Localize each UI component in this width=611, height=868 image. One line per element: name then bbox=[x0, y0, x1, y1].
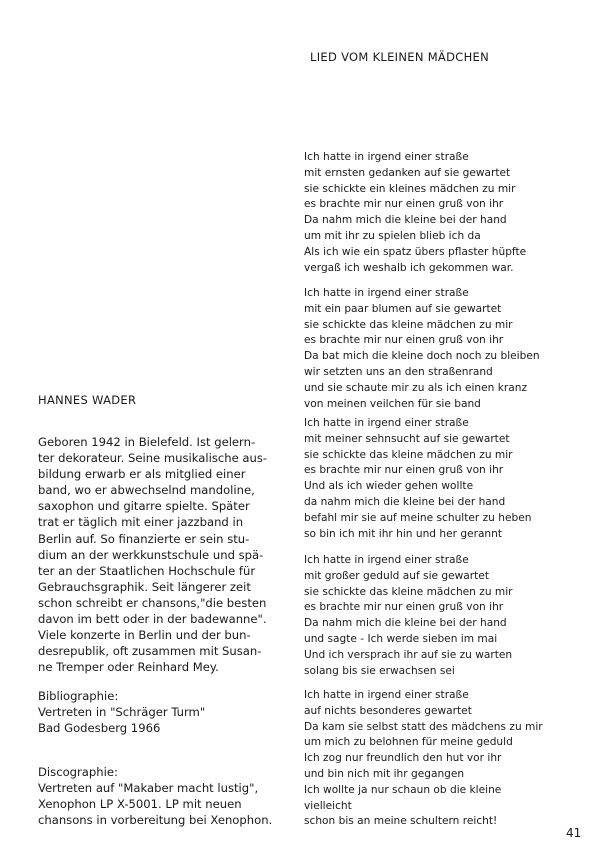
poem-line: sie schickte ein kleines mädchen zu mir bbox=[304, 182, 516, 195]
poem-line: Ich hatte in irgend einer straße bbox=[304, 287, 469, 299]
poem-line: Ich wollte ja nur schaun ob die kleine bbox=[304, 783, 502, 796]
bio-line: schon schreibt er chansons,"die besten bbox=[38, 595, 267, 610]
bio-line: ter dekorateur. Seine musikalische aus- bbox=[38, 451, 268, 466]
poem-line: Und ich versprach ihr auf sie zu warten bbox=[304, 648, 513, 661]
poem-line: wir setzten uns an den straßenrand bbox=[304, 365, 493, 378]
poem-line: vergaß ich weshalb ich gekommen war. bbox=[304, 261, 514, 274]
poem-line: schon bis an meine schultern reicht! bbox=[304, 815, 498, 828]
poem-line: um mit ihr zu spielen blieb ich da bbox=[304, 229, 481, 242]
bio-line: Gebrauchsgraphik. Seit längerer zeit bbox=[38, 579, 251, 594]
bibliography-heading: Bibliographie: bbox=[38, 689, 119, 703]
poem-line: mit meiner sehnsucht auf sie gewartet bbox=[304, 432, 510, 445]
poem-line: Ich zog nur freundlich den hut vor ihr bbox=[304, 752, 502, 765]
bio-line: ne Tremper oder Reinhard Mey. bbox=[38, 660, 219, 675]
bio-line: trat er täglich mit einer jazzband in bbox=[38, 515, 244, 530]
bio-line: desrepublik, oft zusammen mit Susan- bbox=[38, 644, 262, 659]
poem-line: Und als ich wieder gehen wollte bbox=[304, 480, 474, 493]
poem-line: Ich hatte in irgend einer straße bbox=[304, 554, 469, 566]
poem-stanza-1 bbox=[304, 150, 526, 276]
poem-line: und sie schaute mir zu als ich einen kranz bbox=[304, 381, 528, 394]
poem-line: Ich hatte in irgend einer straße bbox=[304, 417, 469, 429]
poem-line: Da kam sie selbst statt des mädchens zu mir bbox=[304, 720, 543, 733]
bio-line: dium an der werkkunstschule und spä- bbox=[38, 547, 264, 562]
poem-line: es brachte mir nur einen gruß von ihr bbox=[304, 198, 504, 211]
poem-stanza-3 bbox=[304, 416, 531, 542]
bio-line: ter an der Staatlichen Hochschule für bbox=[38, 563, 256, 578]
poem-line: sie schickte das kleine mädchen zu mir bbox=[304, 448, 513, 461]
discography-line: Vertreten auf "Makaber macht lustig", bbox=[38, 781, 259, 796]
bibliography-line: Bad Godesberg 1966 bbox=[38, 721, 161, 736]
poem-line: da nahm mich die kleine bei der hand bbox=[304, 495, 506, 508]
discography-line: chansons in vorbereitung bei Xenophon. bbox=[38, 813, 273, 828]
bibliography-line: Vertreten in "Schräger Turm" bbox=[38, 705, 206, 720]
bio-line: Berlin auf. So finanzierte er sein stu- bbox=[38, 531, 250, 546]
poem-line: Als ich wie ein spatz übers pflaster hüpfte bbox=[304, 245, 527, 258]
bio-line: saxophon und gitarre spielte. Später bbox=[38, 499, 250, 514]
poem-stanza-4 bbox=[304, 553, 513, 679]
author-name: HANNES WADER bbox=[38, 393, 137, 407]
poem-line: Da nahm mich die kleine bei der hand bbox=[304, 214, 507, 227]
poem-line: sie schickte das kleine mädchen zu mir bbox=[304, 318, 513, 331]
bio-line: bildung erwarb er als mitglied einer bbox=[38, 467, 246, 482]
poem-line: so bin ich mit ihr hin und her gerannt bbox=[304, 527, 503, 540]
poem-stanza-5 bbox=[304, 688, 543, 830]
poem-line: mit großer geduld auf sie gewartet bbox=[304, 569, 489, 582]
author-bio bbox=[38, 434, 267, 675]
bio-line: davon im bett oder in der badewanne". bbox=[38, 612, 267, 627]
poem-line: mit ernsten gedanken auf sie gewartet bbox=[304, 166, 511, 179]
poem-title: LIED VOM KLEINEN MÄDCHEN bbox=[310, 50, 489, 64]
bio-line: Geboren 1942 in Bielefeld. Ist gelern- bbox=[38, 435, 256, 449]
poem-line: um mich zu belohnen für meine geduld bbox=[304, 736, 513, 749]
page-number: 41 bbox=[566, 826, 582, 840]
poem-line: und bin nich mit ihr gegangen bbox=[304, 767, 465, 780]
poem-line: vielleicht bbox=[304, 799, 352, 812]
poem-line: Ich hatte in irgend einer straße bbox=[304, 689, 469, 701]
poem-line: mit ein paar blumen auf sie gewartet bbox=[304, 302, 502, 315]
poem-line: es brachte mir nur einen gruß von ihr bbox=[304, 334, 504, 347]
bio-line: Viele konzerte in Berlin und der bun- bbox=[38, 628, 251, 643]
poem-line: und sagte - Ich werde sieben im mai bbox=[304, 632, 498, 645]
poem-line: Da bat mich die kleine doch noch zu bleiben bbox=[304, 350, 540, 363]
poem-line: es brachte mir nur einen gruß von ihr bbox=[304, 464, 504, 477]
poem-line: von meinen veilchen für sie band bbox=[304, 397, 481, 410]
poem-stanza-2 bbox=[304, 286, 540, 412]
poem-line: es brachte mir nur einen gruß von ihr bbox=[304, 601, 504, 614]
poem-line: solang bis sie erwachsen sei bbox=[304, 664, 455, 677]
bio-line: band, wo er abwechselnd mandoline, bbox=[38, 483, 255, 498]
bibliography bbox=[38, 688, 205, 736]
discography-line: Xenophon LP X-5001. LP mit neuen bbox=[38, 797, 242, 812]
poem-line: befahl mir sie auf meine schulter zu heben bbox=[304, 511, 532, 524]
discography bbox=[38, 764, 272, 828]
discography-heading: Discographie: bbox=[38, 765, 118, 779]
poem-line: auf nichts besonderes gewartet bbox=[304, 704, 472, 717]
poem-line: sie schickte das kleine mädchen zu mir bbox=[304, 585, 513, 598]
poem-line: Ich hatte in irgend einer straße bbox=[304, 151, 469, 163]
poem-line: Da nahm mich die kleine bei der hand bbox=[304, 617, 507, 630]
